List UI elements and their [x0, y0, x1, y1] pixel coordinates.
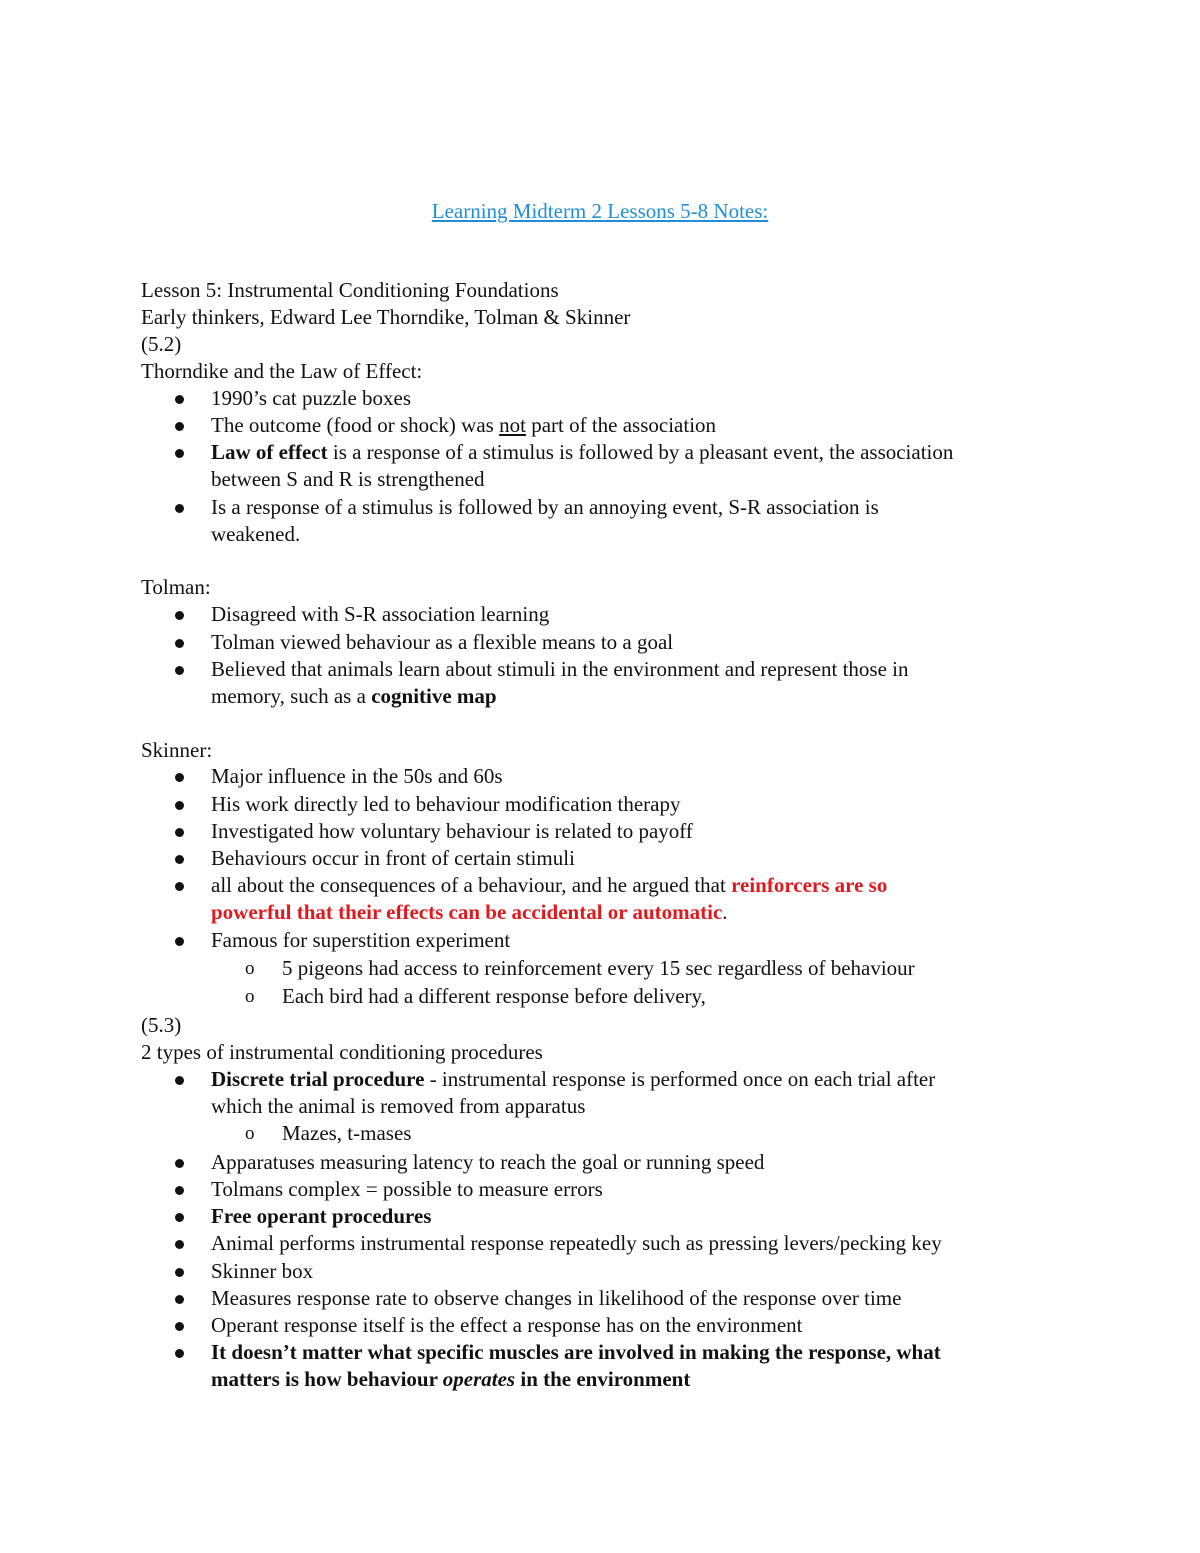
bullet-icon	[175, 1349, 184, 1358]
list-item: Major influence in the 50s and 60s	[211, 764, 503, 788]
bullet-icon	[175, 1295, 184, 1304]
list-item	[211, 1066, 935, 1093]
bullet-icon	[175, 504, 184, 513]
list-item: Behaviours occur in front of certain stimuli	[211, 846, 575, 870]
bullet-icon	[175, 395, 184, 404]
list-item: Skinner box	[211, 1259, 314, 1283]
section-label-5-3: (5.3)	[141, 1013, 182, 1037]
hollow-bullet-icon: o	[245, 1123, 255, 1144]
sub-list-item: 5 pigeons had access to reinforcement every 15 sec regardless of behaviour	[282, 956, 915, 980]
thorndike-heading: Thorndike and the Law of Effect:	[141, 359, 423, 383]
list-item: Famous for superstition experiment	[211, 928, 511, 952]
bullet-icon	[175, 801, 184, 810]
list-item-continuation: between S and R is strengthened	[211, 467, 485, 491]
skinner-heading: Skinner:	[141, 738, 213, 762]
document-title: Learning Midterm 2 Lessons 5-8 Notes:	[431, 199, 769, 223]
list-item-continuation	[211, 683, 497, 710]
list-item-continuation: weakened.	[211, 522, 301, 546]
list-item	[211, 412, 716, 439]
bullet-icon	[175, 1076, 184, 1085]
bullet-icon	[175, 1186, 184, 1195]
list-item: Is a response of a stimulus is followed by an annoying event, S-R association is	[211, 495, 879, 519]
list-item: Animal performs instrumental response repeatedly such as pressing levers/pecking key	[211, 1231, 942, 1255]
bullet-icon	[175, 1322, 184, 1331]
list-item: Tolman viewed behaviour as a flexible means to a goal	[211, 630, 674, 654]
bullet-icon	[175, 639, 184, 648]
tolman-heading: Tolman:	[141, 575, 211, 599]
bullet-icon	[175, 1159, 184, 1168]
list-item-continuation: which the animal is removed from apparatus	[211, 1094, 586, 1118]
list-item	[211, 872, 887, 899]
list-item-text: memory, such as a	[211, 684, 372, 708]
list-item-continuation	[211, 899, 728, 926]
list-item: Measures response rate to observe changes in likelihood of the response over time	[211, 1286, 902, 1310]
bullet-icon	[175, 1268, 184, 1277]
section-label-5-2: (5.2)	[141, 332, 182, 356]
highlighted-text: reinforcers are so	[731, 873, 888, 897]
bullet-icon	[175, 1240, 184, 1249]
bullet-icon	[175, 855, 184, 864]
list-item: Operant response itself is the effect a response has on the environment	[211, 1313, 803, 1337]
bullet-icon	[175, 773, 184, 782]
list-item: 1990’s cat puzzle boxes	[211, 386, 412, 410]
list-item: Tolmans complex = possible to measure errors	[211, 1177, 603, 1201]
bold-term: Law of effect	[211, 440, 328, 464]
hollow-bullet-icon: o	[245, 958, 255, 979]
list-item-text: .	[722, 900, 728, 924]
list-item-text: The outcome (food or shock) was	[211, 413, 500, 437]
bullet-icon	[175, 611, 184, 620]
procedures-heading: 2 types of instrumental conditioning procedures	[141, 1040, 543, 1064]
bullet-icon	[175, 449, 184, 458]
list-item-text: part of the association	[525, 413, 717, 437]
list-item: It doesn’t matter what specific muscles are involved in making the response, what	[211, 1340, 941, 1364]
sub-list-item: Each bird had a different response before delivery,	[282, 984, 706, 1008]
bold-text: matters is how behaviour	[211, 1367, 443, 1391]
bold-italic-term: operates	[442, 1367, 516, 1391]
bullet-icon	[175, 1213, 184, 1222]
lesson-heading: Lesson 5: Instrumental Conditioning Foundations	[141, 278, 559, 302]
bullet-icon	[175, 828, 184, 837]
highlighted-text: powerful that their effects can be accidental or automatic	[211, 900, 723, 924]
list-item-text: is a response of a stimulus is followed by a pleasant event, the association	[327, 440, 954, 464]
bold-text: in the environment	[515, 1367, 691, 1391]
list-item: Investigated how voluntary behaviour is related to payoff	[211, 819, 693, 843]
list-item	[211, 439, 953, 466]
bullet-icon	[175, 882, 184, 891]
list-item: Disagreed with S-R association learning	[211, 602, 550, 626]
list-item-text: - instrumental response is performed once on each trial after	[424, 1067, 936, 1091]
list-item: Believed that animals learn about stimuli in the environment and represent those in	[211, 657, 909, 681]
list-item: Free operant procedures	[211, 1204, 432, 1228]
underlined-text: not	[499, 413, 526, 437]
bullet-icon	[175, 422, 184, 431]
bullet-icon	[175, 666, 184, 675]
bullet-icon	[175, 937, 184, 946]
hollow-bullet-icon: o	[245, 986, 255, 1007]
sub-list-item: Mazes, t-mases	[282, 1121, 412, 1145]
list-item: His work directly led to behaviour modification therapy	[211, 792, 681, 816]
list-item-text: all about the consequences of a behaviour, and he argued that	[211, 873, 732, 897]
bold-term: cognitive map	[371, 684, 497, 708]
lesson-subtitle: Early thinkers, Edward Lee Thorndike, Tolman & Skinner	[141, 305, 631, 329]
list-item-continuation	[211, 1366, 690, 1393]
list-item: Apparatuses measuring latency to reach the goal or running speed	[211, 1150, 765, 1174]
bold-term: Discrete trial procedure	[211, 1067, 425, 1091]
